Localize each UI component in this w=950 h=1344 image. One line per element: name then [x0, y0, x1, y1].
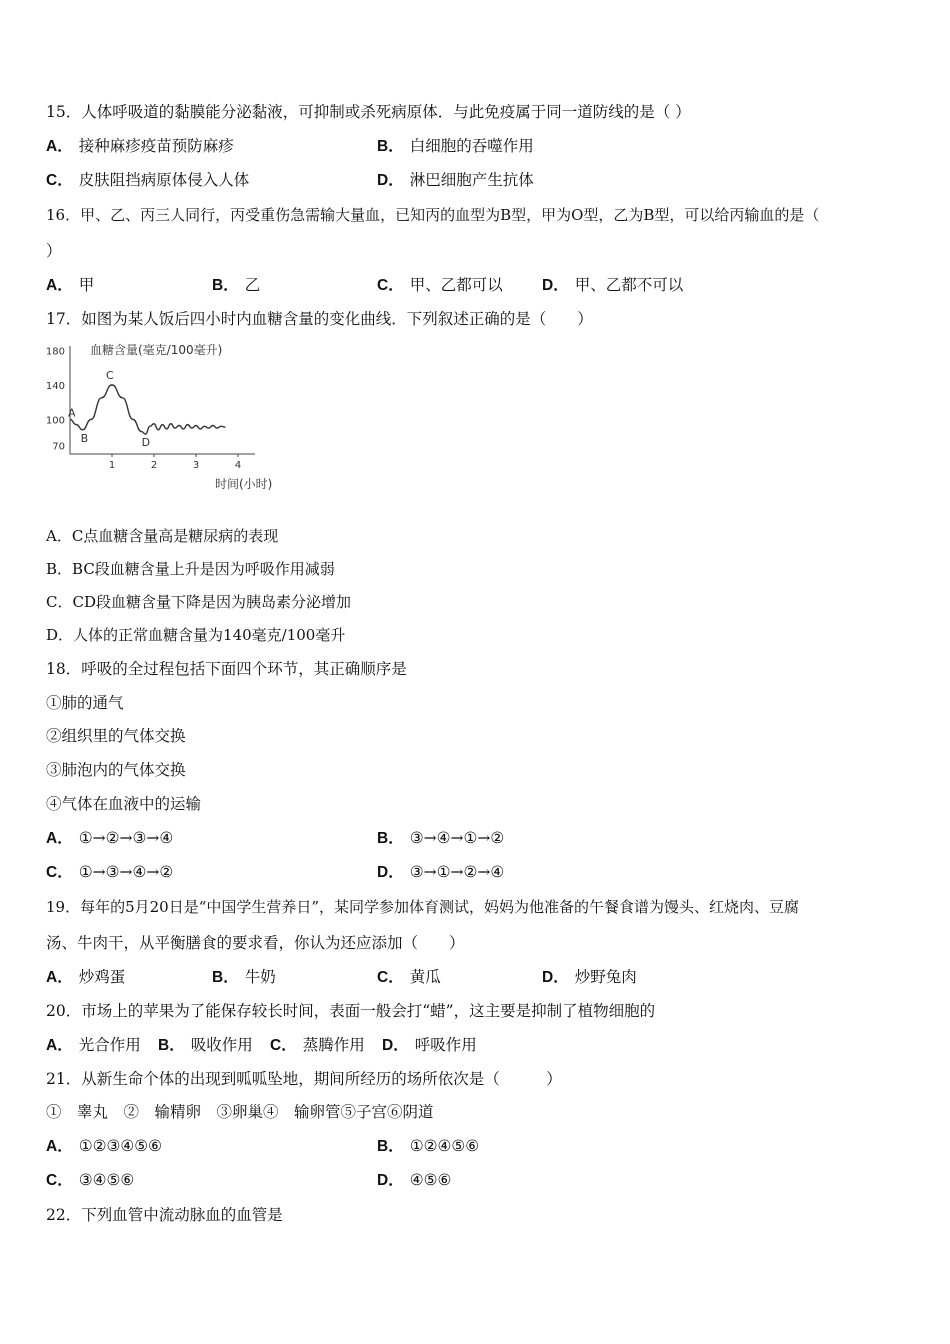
q15-option-c-text: 皮肤阻挡病原体侵入人体	[78, 171, 250, 189]
q17-stem: 17．如图为某人饭后四小时内血糖含量的变化曲线．下列叙述正确的是（ ）	[46, 310, 593, 328]
q18-stem: 18．呼吸的全过程包括下面四个环节，其正确顺序是	[46, 660, 407, 678]
q18-option-d-text: ③→①→②→④	[409, 863, 505, 881]
q19-option-a-text: 炒鸡蛋	[78, 968, 126, 986]
point-label-b: B	[80, 431, 89, 445]
q18-option-b[interactable]	[377, 828, 504, 849]
q21-option-c-label: C．	[46, 1172, 73, 1189]
q16-option-a-label: A．	[46, 277, 73, 294]
q21-option-c[interactable]	[46, 1170, 134, 1191]
q21-stem: 21．从新生命个体的出现到呱呱坠地，期间所经历的场所依次是（ ）	[46, 1070, 562, 1088]
q20-option-a-label: A．	[46, 1037, 73, 1054]
x-tick-label: 4	[234, 460, 242, 471]
q16-option-c[interactable]	[377, 275, 503, 296]
q17-option-b[interactable]: B．BC段血糖含量上升是因为呼吸作用减弱	[46, 560, 335, 578]
q21-option-c-text: ③④⑤⑥	[78, 1171, 135, 1189]
q19-stem-line2: 汤、牛肉干，从平衡膳食的要求看，你认为还应添加（ ）	[46, 934, 465, 952]
q19-option-d-label: D．	[542, 969, 569, 986]
q18-item-3: ③肺泡内的气体交换	[46, 761, 186, 779]
q20-option-d-text: 呼吸作用	[414, 1036, 477, 1054]
x-tick-label: 2	[150, 460, 158, 471]
q15-option-d-label: D．	[377, 172, 404, 189]
q21-option-a-text: ①②③④⑤⑥	[78, 1137, 163, 1155]
q20-option-d-label: D．	[382, 1037, 409, 1054]
q18-item-4: ④气体在血液中的运输	[46, 795, 202, 813]
q18-item-2: ②组织里的气体交换	[46, 727, 186, 745]
y-tick-label: 70	[52, 441, 65, 453]
glucose-curve	[70, 385, 225, 434]
q16-option-b-text: 乙	[244, 276, 261, 294]
q19-option-d[interactable]	[542, 967, 637, 988]
q18-option-a-text: ①→②→③→④	[78, 829, 174, 847]
q17-option-c[interactable]: C．CD段血糖含量下降是因为胰岛素分泌增加	[46, 593, 351, 611]
q15-option-d-text: 淋巴细胞产生抗体	[409, 171, 534, 189]
q16-option-c-label: C．	[377, 277, 404, 294]
point-label-c: C	[106, 368, 114, 382]
q17-option-d[interactable]: D．人体的正常血糖含量为140毫克/100毫升	[46, 626, 346, 644]
q16-option-a[interactable]	[46, 275, 94, 296]
q16-stem-line2: ）	[46, 242, 62, 260]
q20-option-c[interactable]	[270, 1035, 365, 1056]
q15-option-a[interactable]	[46, 136, 234, 157]
x-tick-label: 1	[108, 460, 116, 471]
q16-option-a-text: 甲	[78, 276, 95, 294]
q21-option-a-label: A．	[46, 1138, 73, 1155]
q18-option-d[interactable]	[377, 862, 504, 883]
q16-stem-line1: 16．甲、乙、丙三人同行，丙受重伤急需输大量血，已知丙的血型为B型，甲为O型，乙为B型，可以给丙输血的是（	[46, 206, 820, 224]
q20-option-a-text: 光合作用	[78, 1036, 141, 1054]
y-tick-label: 140	[45, 380, 65, 392]
q18-option-c[interactable]	[46, 862, 173, 883]
x-axis-label: 时间(小时)	[215, 477, 273, 491]
q21-option-d[interactable]	[377, 1170, 451, 1191]
q18-option-c-label: C．	[46, 864, 73, 881]
q21-items: ① 睾丸 ② 输精卵 ③卵巢④ 输卵管⑤子宫⑥阴道	[46, 1103, 434, 1121]
y-tick-label: 180	[45, 346, 65, 358]
chart-title: 血糖含量(毫克/100毫升)	[90, 343, 223, 357]
q20-option-c-text: 蒸腾作用	[302, 1036, 365, 1054]
q18-option-a[interactable]	[46, 828, 173, 849]
point-label-a: A	[68, 406, 76, 420]
q18-option-d-label: D．	[377, 864, 404, 881]
q15-option-c[interactable]	[46, 170, 249, 191]
q18-option-c-text: ①→③→④→②	[78, 863, 174, 881]
point-label-d: D	[141, 436, 151, 450]
q18-option-b-text: ③→④→①→②	[409, 829, 505, 847]
q19-option-c-label: C．	[377, 969, 404, 986]
q20-option-b-label: B．	[158, 1037, 185, 1054]
x-tick-label: 3	[192, 460, 200, 471]
q21-option-d-label: D．	[377, 1172, 404, 1189]
q20-option-b[interactable]	[158, 1035, 253, 1056]
q16-option-d-label: D．	[542, 277, 569, 294]
q19-option-b[interactable]	[212, 967, 276, 988]
q16-option-c-text: 甲、乙都可以	[409, 276, 503, 294]
q19-option-a[interactable]	[46, 967, 125, 988]
q15-option-b[interactable]	[377, 136, 534, 157]
q22-stem: 22．下列血管中流动脉血的血管是	[46, 1206, 283, 1224]
blood-glucose-chart	[40, 336, 300, 496]
q16-option-d[interactable]	[542, 275, 683, 296]
q19-option-a-label: A．	[46, 969, 73, 986]
q19-option-c-text: 黄瓜	[409, 968, 441, 986]
q19-stem-line1: 19．每年的5月20日是“中国学生营养日”，某同学参加体育测试，妈妈为他准备的午餐食谱为馒头、红烧肉、豆腐	[46, 898, 800, 916]
q21-option-a[interactable]	[46, 1136, 162, 1157]
q20-option-c-label: C．	[270, 1037, 297, 1054]
q20-option-a[interactable]	[46, 1035, 141, 1056]
q19-option-d-text: 炒野兔肉	[574, 968, 637, 986]
q21-option-d-text: ④⑤⑥	[409, 1171, 452, 1189]
q20-option-d[interactable]	[382, 1035, 477, 1056]
q18-item-1: ①肺的通气	[46, 694, 124, 712]
y-tick-label: 100	[45, 415, 65, 427]
q16-option-b[interactable]	[212, 275, 260, 296]
q15-option-b-label: B．	[377, 138, 404, 155]
q17-option-a[interactable]: A．C点血糖含量高是糖尿病的表现	[46, 527, 279, 545]
q18-option-b-label: B．	[377, 830, 404, 847]
q21-option-b-label: B．	[377, 1138, 404, 1155]
q18-option-a-label: A．	[46, 830, 73, 847]
q15-option-a-text: 接种麻疹疫苗预防麻疹	[78, 137, 234, 155]
q20-option-b-text: 吸收作用	[190, 1036, 253, 1054]
q16-option-d-text: 甲、乙都不可以	[574, 276, 684, 294]
q21-option-b[interactable]	[377, 1136, 479, 1157]
q15-option-d[interactable]	[377, 170, 534, 191]
q15-option-a-label: A．	[46, 138, 73, 155]
q15-option-c-label: C．	[46, 172, 73, 189]
q19-option-b-label: B．	[212, 969, 239, 986]
q20-stem: 20．市场上的苹果为了能保存较长时间，表面一般会打“蜡”，这主要是抑制了植物细胞的	[46, 1002, 656, 1020]
q21-option-b-text: ①②④⑤⑥	[409, 1137, 480, 1155]
q19-option-c[interactable]	[377, 967, 441, 988]
q15-stem: 15．人体呼吸道的黏膜能分泌黏液，可抑制或杀死病原体．与此免疫属于同一道防线的是（ ）	[46, 103, 691, 121]
q15-option-b-text: 白细胞的吞噬作用	[409, 137, 534, 155]
q19-option-b-text: 牛奶	[244, 968, 276, 986]
q16-option-b-label: B．	[212, 277, 239, 294]
